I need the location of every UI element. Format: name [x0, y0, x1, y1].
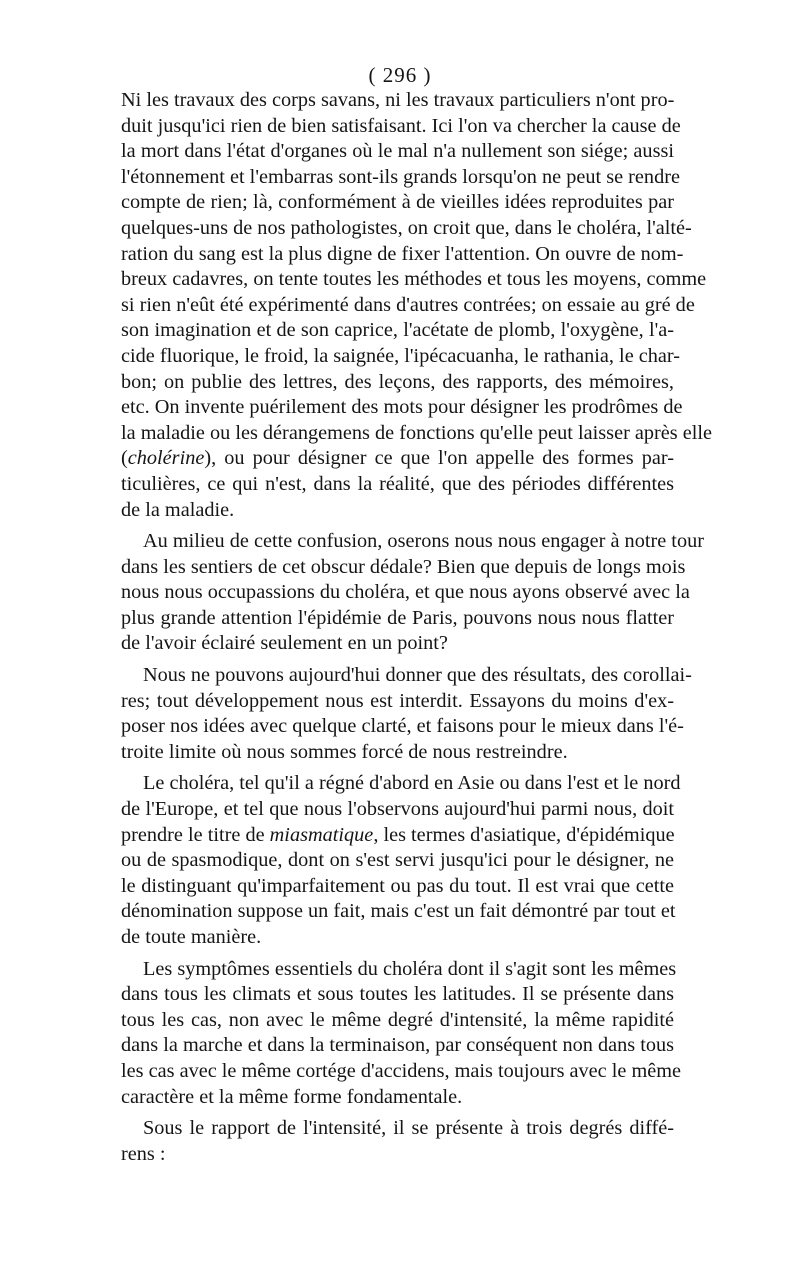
text-segment: ( — [121, 447, 128, 470]
text-line: la maladie ou les dérangemens de fonctions qu'elle peut laisser après elle — [121, 421, 713, 444]
italic-term: cholérine — [127, 447, 205, 470]
text-line: les cas avec le même cortége d'accidens, mais toujours avec le même — [121, 1059, 682, 1082]
text-line: caractère et la même forme fondamentale. — [121, 1085, 463, 1108]
text-line: de l'Europe, et tel que nous l'observons aujourd'hui parmi nous, doit — [121, 798, 674, 821]
text-line: le distinguant qu'imparfaitement ou pas du tout. Il est vrai que cette — [121, 874, 674, 897]
text-line: dans tous les climats et sous toutes les latitudes. Il se présente dans — [121, 983, 674, 1006]
text-line: de la maladie. — [121, 498, 235, 521]
text-line: poser nos idées avec quelque clarté, et faisons pour le mieux dans l'é- — [121, 715, 684, 738]
text-line: compte de rien; là, conformément à de vieilles idées reproduites par — [121, 191, 674, 214]
text-line: duit jusqu'ici rien de bien satisfaisant. Ici l'on va chercher la cause de — [121, 114, 681, 137]
text-segment: prendre le titre de — [121, 823, 270, 846]
text-line: l'étonnement et l'embarras sont-ils grands lorsqu'on ne peut se rendre — [121, 165, 680, 188]
text-line: tous les cas, non avec le même degré d'intensité, la même rapidité — [121, 1008, 674, 1031]
text-line: ou de spasmodique, dont on s'est servi jusqu'ici pour le désigner, ne — [121, 849, 674, 872]
italic-term: miasmatique — [269, 823, 374, 846]
text-line — [121, 446, 674, 472]
text-line: si rien n'eût été expérimenté dans d'autres contrées; on essaie au gré de — [121, 293, 695, 316]
text-line: Les symptômes essentiels du choléra dont il s'agit sont les mêmes — [143, 957, 677, 980]
body-text — [121, 88, 713, 1167]
text-line: ticulières, ce qui n'est, dans la réalité, que des périodes différentes — [121, 472, 674, 495]
text-line: dans la marche et dans la terminaison, par conséquent non dans tous — [121, 1034, 675, 1057]
text-line: la mort dans l'état d'organes où le mal n'a nullement son siége; aussi — [121, 140, 674, 163]
text-line — [121, 823, 674, 849]
text-segment: , les termes d'asiatique, d'épidémique — [373, 823, 675, 846]
text-line: de toute manière. — [121, 926, 262, 948]
text-line: Au milieu de cette confusion, oserons nous nous engager à notre tour — [143, 530, 704, 553]
text-line: dénomination suppose un fait, mais c'est un fait démontré par tout et — [121, 900, 676, 923]
text-line: cide fluorique, le froid, la saignée, l'ipécacuanha, le rathania, le char- — [121, 344, 681, 367]
text-line: Ni les travaux des corps savans, ni les travaux particuliers n'ont pro- — [121, 89, 675, 111]
text-line: etc. On invente puérilement des mots pour désigner les prodrômes de — [121, 396, 683, 419]
text-line: troite limite où nous sommes forcé de nous restreindre. — [121, 740, 568, 763]
text-line: dans les sentiers de cet obscur dédale? Bien que depuis de longs mois — [121, 555, 686, 578]
text-line: res; tout développement nous est interdit. Essayons du moins d'ex- — [121, 689, 674, 712]
text-line: quelques-uns de nos pathologistes, on croit que, dans le choléra, l'alté- — [121, 216, 692, 239]
text-line: nous nous occupassions du choléra, et que nous ayons observé avec la — [121, 581, 690, 604]
text-line: Nous ne pouvons aujourd'hui donner que des résultats, des corollai- — [143, 664, 692, 687]
text-line: rens : — [121, 1142, 166, 1165]
page-number: ( 296 ) — [368, 63, 432, 87]
text-line: Sous le rapport de l'intensité, il se présente à trois degrés diffé- — [143, 1117, 674, 1140]
text-line: Le choléra, tel qu'il a régné d'abord en Asie ou dans l'est et le nord — [143, 772, 681, 795]
text-line: plus grande attention l'épidémie de Paris, pouvons nous nous flatter — [121, 606, 674, 629]
text-line: breux cadavres, on tente toutes les méthodes et tous les moyens, comme — [121, 268, 707, 291]
text-line: ration du sang est la plus digne de fixer l'attention. On ouvre de nom- — [121, 242, 684, 265]
text-line: son imagination et de son caprice, l'acétate de plomb, l'oxygène, l'a- — [121, 319, 674, 342]
text-segment: ), ou pour désigner ce que l'on appelle des formes par- — [204, 447, 674, 470]
text-line: de l'avoir éclairé seulement en un point? — [121, 632, 448, 655]
text-line: bon; on publie des lettres, des leçons, des rapports, des mémoires, — [121, 370, 674, 393]
